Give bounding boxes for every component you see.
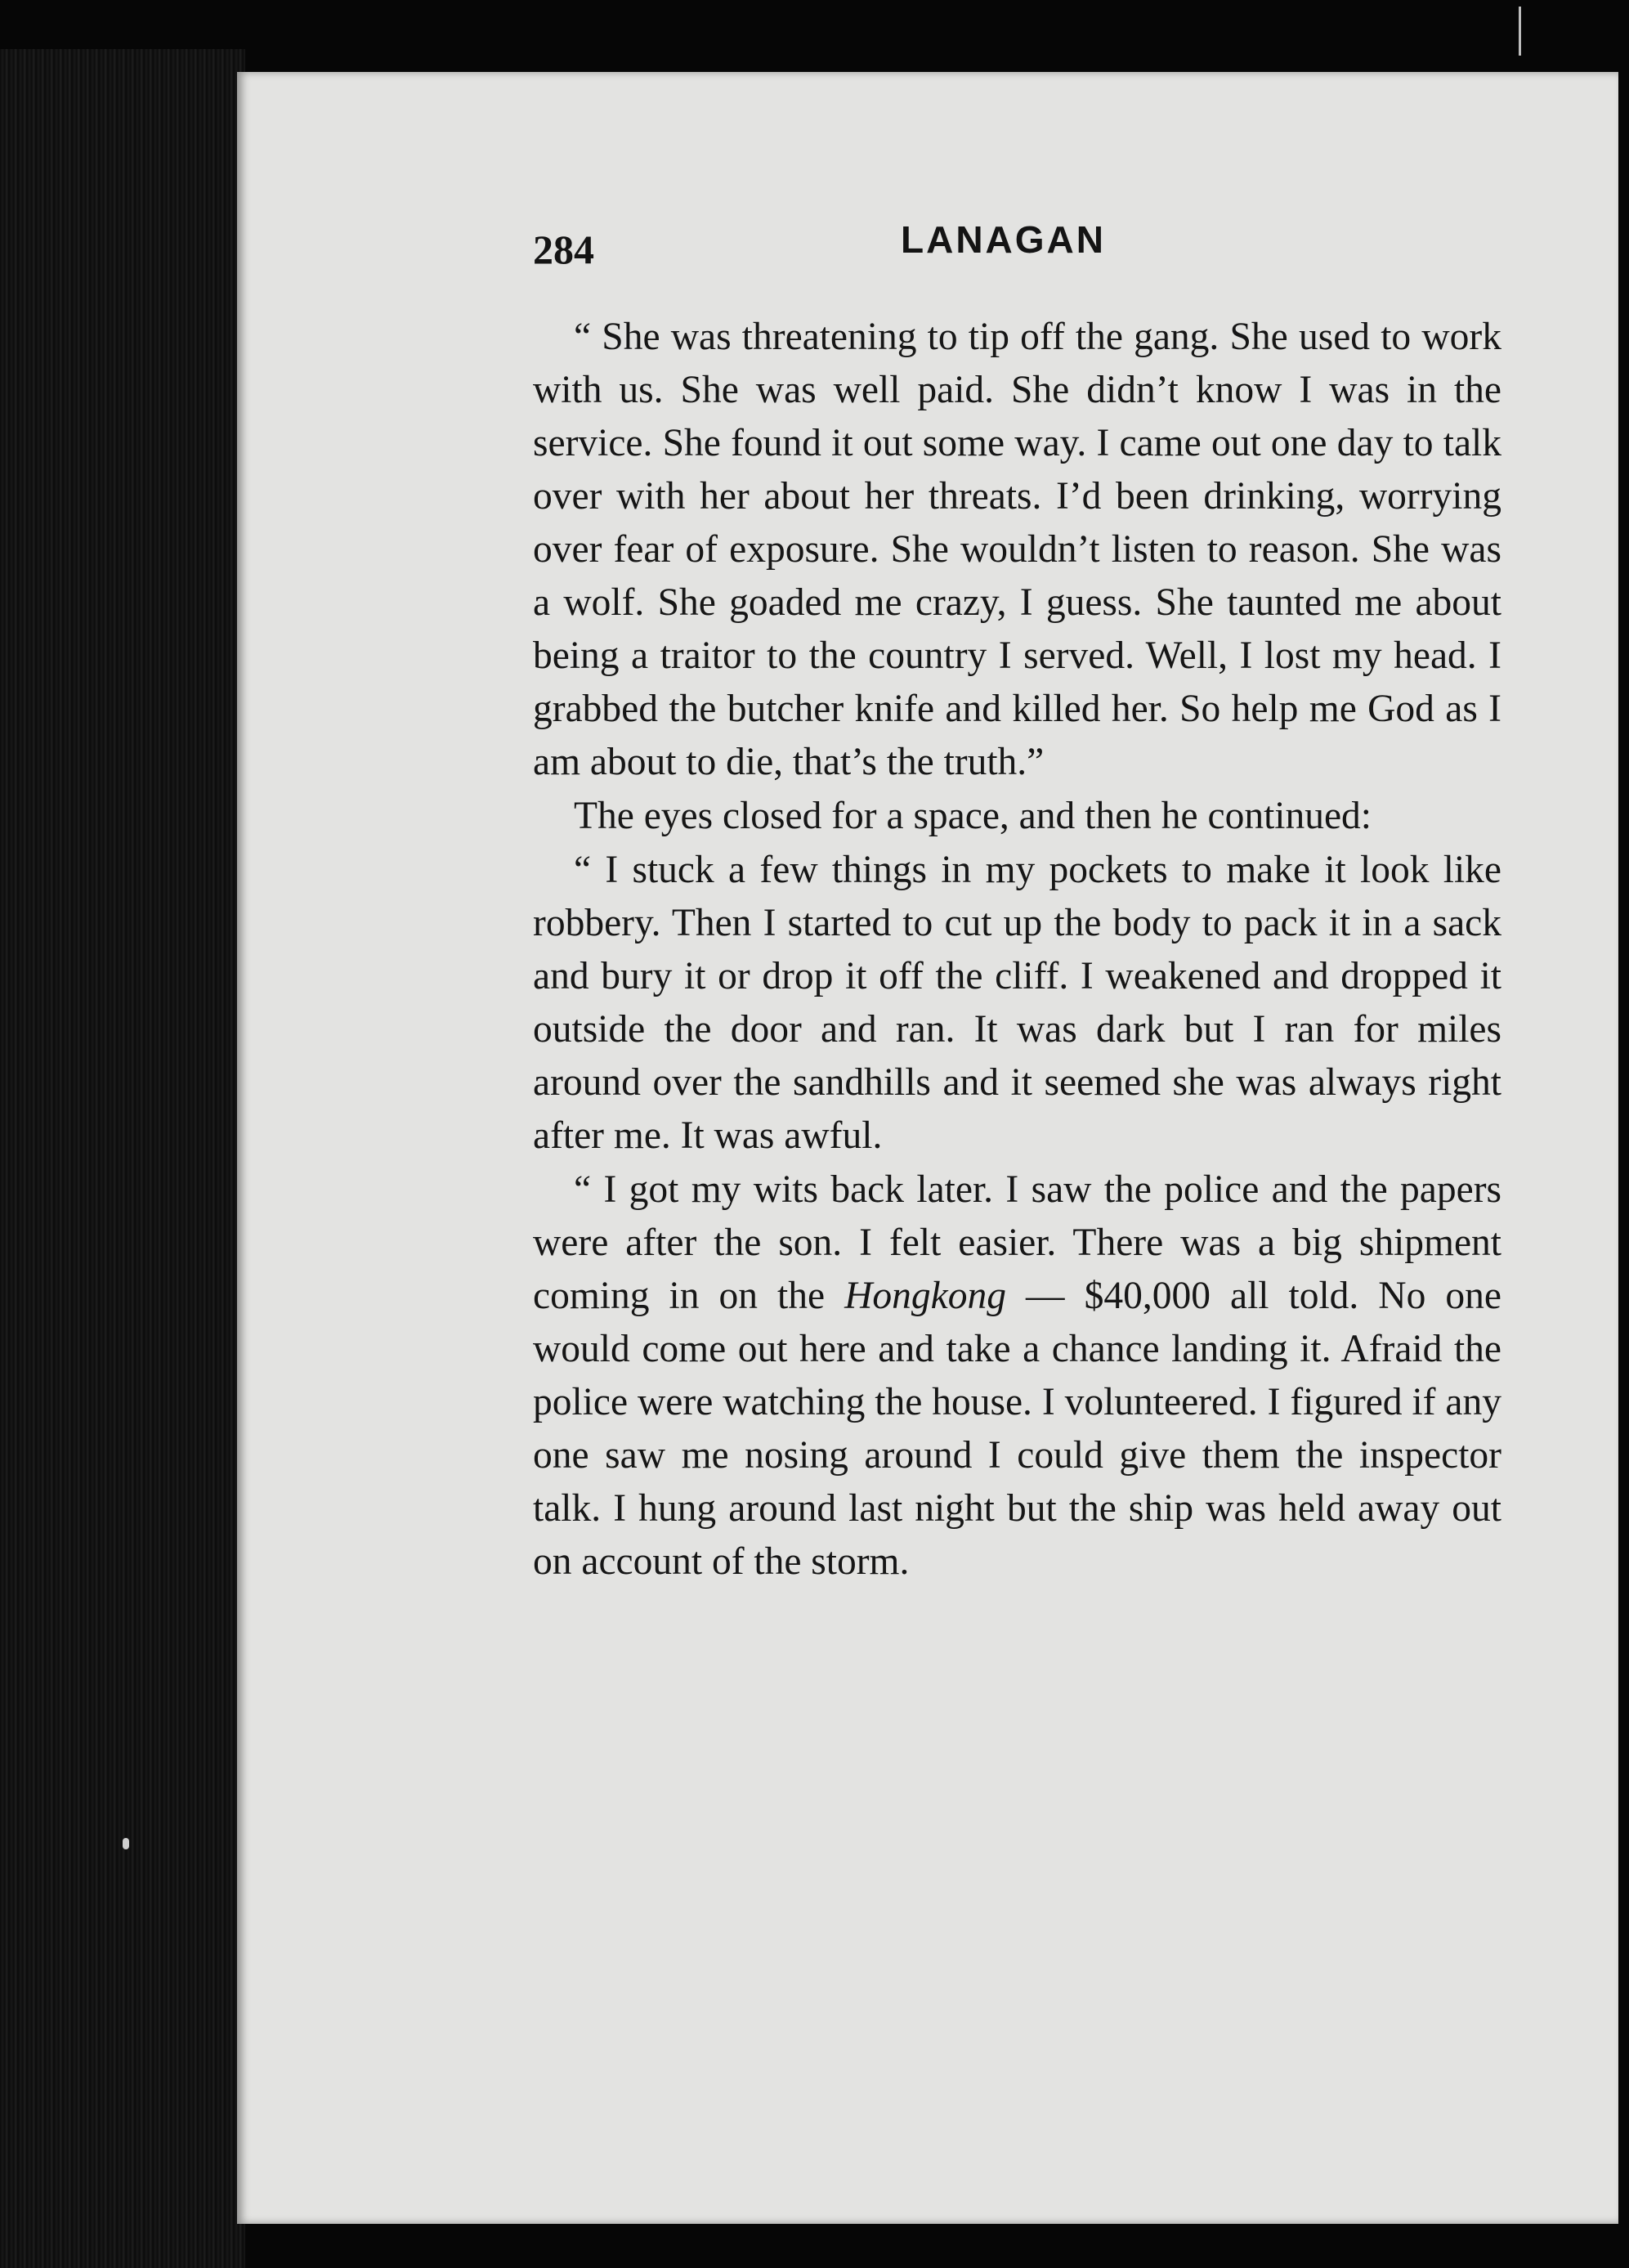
body-text	[533, 311, 1501, 1589]
scan-speck	[123, 1838, 129, 1849]
paragraph-shipment-end: — $40,000 all told. No one would come out here and take a chance landing it. Afraid the police were watching the house. I volunteered. I figured if any one saw me nosing around I could give them the inspector talk. I hung around last night but the ship was held away out on account of the storm.	[533, 1275, 1501, 1583]
ship-name: Hongkong	[844, 1275, 1006, 1317]
paragraph-confession: “ She was threatening to tip off the gang. She used to work with us. She was well paid. She didn’t know I was in the service. She found it out some way. I came out one day to talk over with her about her threats. I’d been drinking, worrying over fear of exposure. She wouldn’t listen to reason. She was a wolf. She goaded me crazy, I guess. She taunted me about being a traitor to the country I served. Well, I lost my head. I grabbed the butcher knife and killed her. So help me God as I am about to die, that’s the truth.”	[533, 316, 1501, 783]
running-header	[237, 217, 1618, 283]
paragraph-shipment-start: “ I got my wits back later. I saw the police and the papers were after the son. I felt easier. There was a big shipment coming in on the	[533, 1168, 1501, 1317]
page-number: 284	[533, 226, 594, 272]
book-binding-edge	[0, 49, 245, 2268]
running-title: LANAGAN	[901, 218, 1106, 261]
paragraph-robbery: “ I stuck a few things in my pockets to make it look like robbery. Then I started to cut up the body to pack it in a sack and bury it or drop it off the cliff. I weakened and dropped it outside the door and ran. It was dark but I ran for miles around over the sandhills and it seemed she was always right after me. It was awful.	[533, 849, 1501, 1157]
paragraph-narration: The eyes closed for a space, and then he continued:	[574, 795, 1372, 837]
paragraph-shipment	[533, 1163, 1501, 1589]
scan-speck	[1519, 7, 1521, 56]
